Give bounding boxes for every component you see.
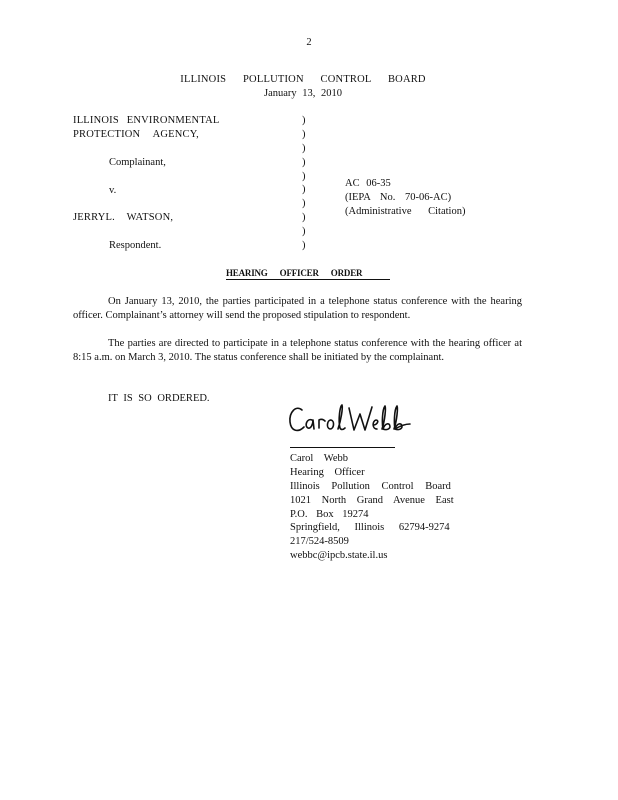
caption-paren: ) <box>302 142 306 154</box>
page-number: 2 <box>306 37 312 48</box>
paragraph-status-conference: On January 13, 2010, the parties participated in a telephone status conference with the hearing officer. Complainant’s attorney will send the proposed stipulation to respondent. <box>73 296 522 321</box>
so-ordered: IT IS SO ORDERED. <box>108 393 210 404</box>
caption-paren: ) <box>302 170 306 182</box>
respondent-name: JERRYL. WATSON, <box>73 212 174 223</box>
order-date: January 13, 2010 <box>263 88 343 99</box>
signer-po-box: P.O. Box 19274 <box>290 508 369 520</box>
caption-paren: ) <box>302 198 306 210</box>
order-title: HEARING OFFICER ORDER <box>226 268 390 280</box>
caption-paren: ) <box>302 226 306 238</box>
paragraph-directive: The parties are directed to participate in a telephone status conference with the hearing officer at 8:15 a.m. on March 3, 2010. The status conference shall be initiated by the complainant. <box>73 338 522 363</box>
caption-paren: ) <box>302 128 306 140</box>
complainant-name-line1: ILLINOIS ENVIRONMENTAL <box>73 115 220 126</box>
signer-email: webbc@ipcb.state.il.us <box>290 550 388 562</box>
signer-city: Springfield, Illinois 62794-9274 <box>290 522 450 534</box>
handwritten-signature <box>286 400 416 444</box>
caption-parentheses <box>302 114 312 253</box>
signature-line <box>290 447 395 448</box>
respondent-role: Respondent. <box>109 240 162 251</box>
caption-paren: ) <box>302 240 306 252</box>
caption-paren: ) <box>302 115 306 126</box>
signer-address: 1021 North Grand Avenue East <box>290 494 454 506</box>
signer-title: Hearing Officer <box>290 466 365 478</box>
iepa-number: (IEPA No. 70-06-AC) <box>345 192 452 203</box>
caption-paren: ) <box>302 212 306 224</box>
caption-paren: ) <box>302 184 306 196</box>
caption-paren: ) <box>302 156 306 168</box>
complainant-role: Complainant, <box>109 157 166 168</box>
signer-name: Carol Webb <box>290 453 348 464</box>
versus-label: v. <box>109 185 117 196</box>
signature-block <box>290 452 454 563</box>
case-number: AC 06-35 <box>345 178 391 189</box>
board-heading: ILLINOIS POLLUTION CONTROL BOARD <box>180 74 426 85</box>
complainant-name-line2: PROTECTION AGENCY, <box>73 129 199 140</box>
signer-organization: Illinois Pollution Control Board <box>290 480 451 492</box>
signer-phone: 217/524-8509 <box>290 536 349 548</box>
case-type: (Administrative Citation) <box>345 206 466 217</box>
